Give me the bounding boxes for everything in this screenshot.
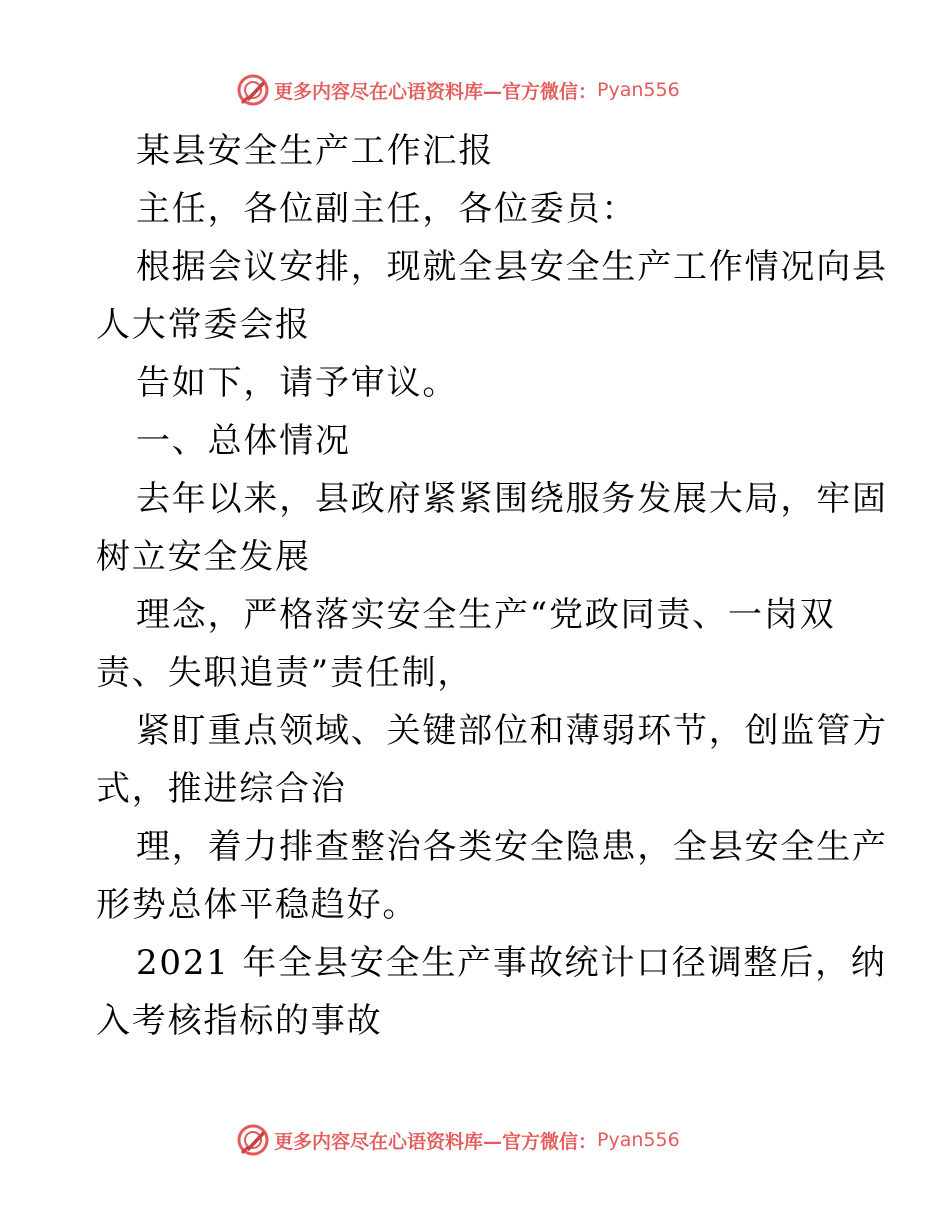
watermark-contact: Pyan556 — [597, 79, 680, 101]
document-line: 树立安全发展 — [96, 537, 311, 577]
footer-watermark — [236, 1122, 680, 1158]
document-line: 一、总体情况 — [136, 421, 351, 461]
watermark-contact: Pyan556 — [597, 1129, 680, 1151]
document-line: 紧盯重点领域、关键部位和薄弱环节，创监管方 — [136, 711, 888, 751]
document-line: 主任，各位副主任，各位委员： — [136, 189, 638, 229]
document-line: 式，推进综合治 — [96, 769, 347, 809]
logo-seal-icon — [236, 1123, 270, 1157]
document-line: 理，着力排查整治各类安全隐患，全县安全生产 — [136, 827, 888, 867]
document-line: 形势总体平稳趋好。 — [96, 885, 419, 925]
document-line: 告如下，请予审议。 — [136, 363, 459, 403]
document-line: 人大常委会报 — [96, 305, 311, 345]
watermark-text: 更多内容尽在心语资料库—官方微信： — [274, 1130, 598, 1153]
document-line: 根据会议安排，现就全县安全生产工作情况向县 — [136, 247, 888, 287]
document-line: 2021 年全县安全生产事故统计口径调整后，纳 — [136, 943, 887, 983]
header-watermark — [236, 72, 680, 108]
document-line: 责、失职追责”责任制， — [96, 653, 474, 693]
document-line: 某县安全生产工作汇报 — [136, 131, 494, 171]
logo-seal-icon — [236, 73, 270, 107]
document-body — [96, 122, 888, 1050]
document-line: 入考核指标的事故 — [96, 1001, 383, 1041]
watermark-text: 更多内容尽在心语资料库—官方微信： — [274, 80, 598, 103]
document-line: 去年以来，县政府紧紧围绕服务发展大局，牢固 — [136, 479, 888, 519]
document-line: 理念，严格落实安全生产“党政同责、一岗双 — [136, 595, 836, 635]
